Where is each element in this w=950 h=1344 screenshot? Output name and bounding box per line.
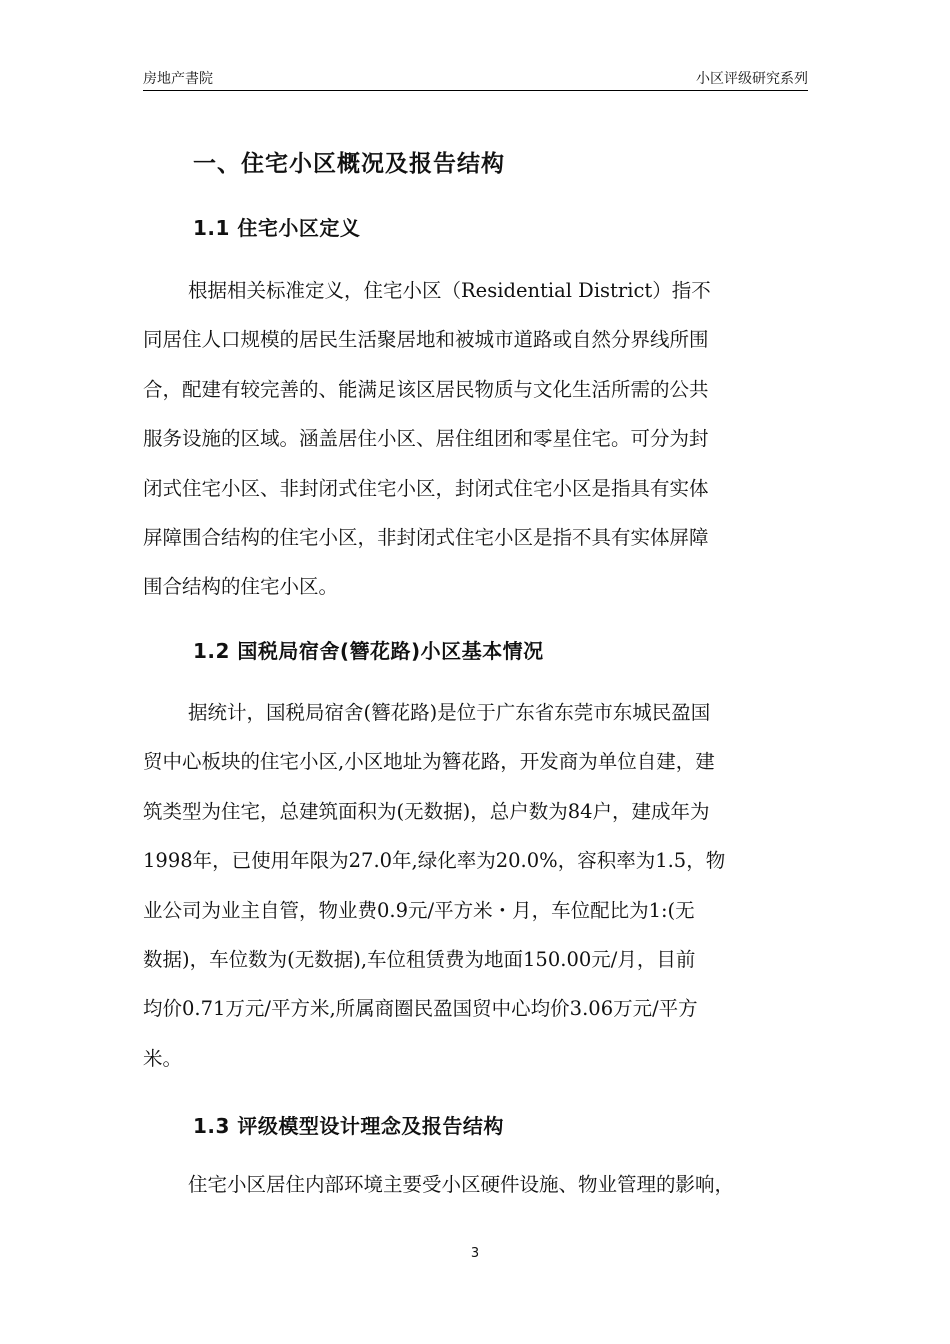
paragraph-line: 1998年，已使用年限为27.0年,绿化率为20.0%，容积率为1.5，物 xyxy=(143,849,726,873)
paragraph-line: 数据)，车位数为(无数据),车位租赁费为地面150.00元/月，目前 xyxy=(143,947,696,971)
paragraph-line: 筑类型为住宅，总建筑面积为(无数据)，总户数为84户，建成年为 xyxy=(143,799,710,823)
paragraph-line: 闭式住宅小区、非封闭式住宅小区，封闭式住宅小区是指具有实体 xyxy=(143,476,709,500)
paragraph-line: 业公司为业主自管，物业费0.9元/平方米・月，车位配比为1:(无 xyxy=(143,898,695,922)
paragraph-line: 合，配建有较完善的、能满足该区居民物质与文化生活所需的公共 xyxy=(143,377,709,401)
header-publisher: 房地产書院 xyxy=(143,71,213,87)
paragraph-line: 屏障围合结构的住宅小区，非封闭式住宅小区是指不具有实体屏障 xyxy=(143,525,709,549)
header-series-title: 小区评级研究系列 xyxy=(696,71,808,87)
paragraph-line: 贸中心板块的住宅小区,小区地址为簪花路，开发商为单位自建，建 xyxy=(143,750,715,774)
subsection-heading-1-2: 1.2 国税局宿舍(簪花路)小区基本情况 xyxy=(193,639,544,663)
paragraph-line: 根据相关标准定义，住宅小区（Residential District）指不 xyxy=(188,279,711,302)
paragraph-rating-model xyxy=(143,1160,808,1209)
paragraph-line: 均价0.71万元/平方米,所属商圈民盈国贸中心均价3.06万元/平方 xyxy=(143,997,698,1021)
page-number: 3 xyxy=(470,1246,480,1261)
paragraph-line: 同居住人口规模的居民生活聚居地和被城市道路或自然分界线所围 xyxy=(143,328,709,352)
paragraph-line: 米。 xyxy=(143,1046,183,1070)
paragraph-basic-info xyxy=(143,688,808,1083)
subsection-heading-1-1: 1.1 住宅小区定义 xyxy=(193,216,361,240)
paragraph-line: 据统计，国税局宿舍(簪花路)是位于广东省东莞市东城民盈国 xyxy=(188,701,711,724)
paragraph-line: 服务设施的区域。涵盖居住小区、居住组团和零星住宅。可分为封 xyxy=(143,427,709,451)
paragraph-definition xyxy=(143,266,808,612)
section-heading-1: 一、住宅小区概况及报告结构 xyxy=(193,151,505,177)
page-header xyxy=(143,66,808,91)
paragraph-line: 住宅小区居住内部环境主要受小区硬件设施、物业管理的影响， xyxy=(188,1173,735,1196)
paragraph-line: 围合结构的住宅小区。 xyxy=(143,575,339,599)
subsection-heading-1-3: 1.3 评级模型设计理念及报告结构 xyxy=(193,1114,504,1138)
